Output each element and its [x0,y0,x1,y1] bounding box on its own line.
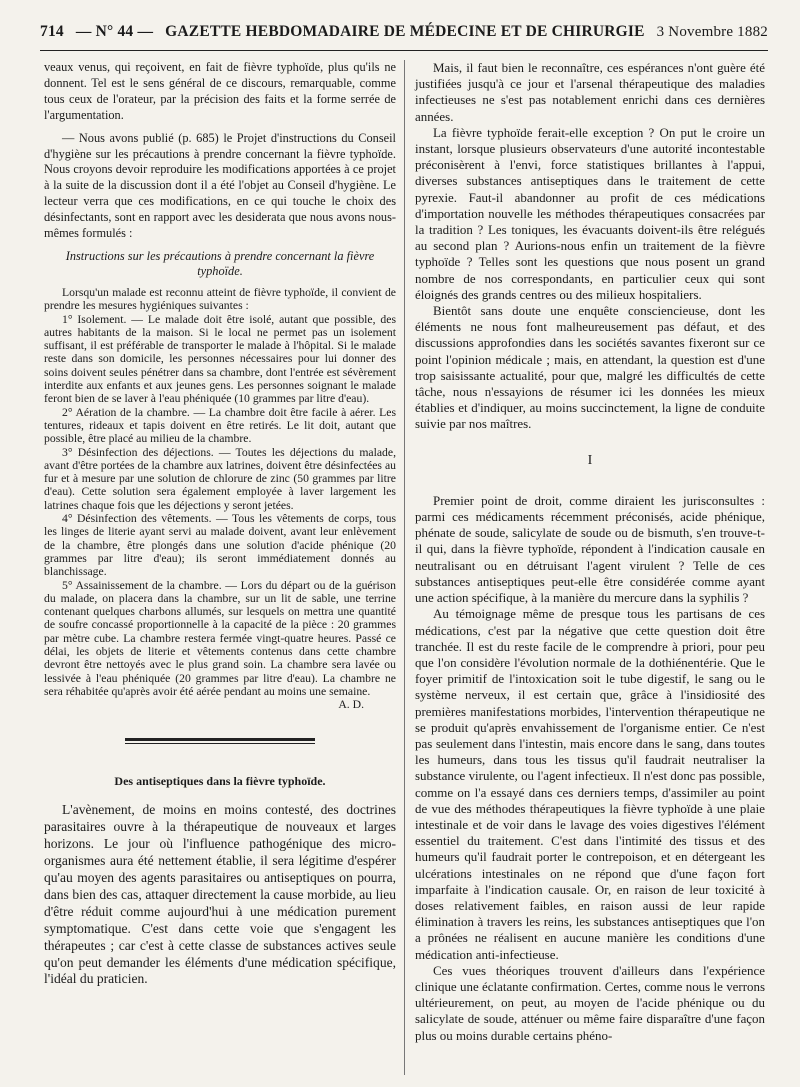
instruction-item-3: 3° Désinfection des déjections. — Toutes les déjections du malade, avant d'être portées de la chambre aux latrines, doivent être désinfectées au fur et à mesure par une solution de chlorure de zinc (50 grammes par litre d'eau). Cette solution sera également employée à laver largement les latrines chaque fois que les déjections y seront jetées. [44,445,396,512]
instruction-item-4: 4° Désinfection des vêtements. — Tous les vêtements de corps, tous les linges de literie ayant servi au malade doivent, avant leur enlèvement de la chambre, être plongés dans une solution d'acide phénique (20 grammes par litre d'eau); ils seront immédiatement donnés au blanchissage. [44,512,396,579]
instruction-item-2: 2° Aération de la chambre. — La chambre doit être facile à aérer. Les tentures, rideaux et tapis doivent en être retirés. Le lit doit, autant que possible, être placé au milieu de la chambre. [44,405,396,446]
right-column [415,60,765,1044]
article-paragraph-3: La fièvre typhoïde ferait-elle exception ? On put le croire un instant, lorsque plusieurs observateurs d'une autorité incontestable préconisèrent à l'envi, force statistiques brillantes à l'appui, diverses substances antiseptiques dans le traitement de cette pyrexie. Faut-il abandonner au profit de ces médications d'importation nouvelle les méthodes thérapeutiques consacrées par la tradition ? Les toniques, les évacuants doivent-ils être relégués au second plan ? Aurions-nous enfin un traitement de la fièvre typhoïde ? Telles sont les questions que nous posent un grand nombre de nos correspondants, en particulier ceux qui sont éloignés des grands centres ou des milieux hospitaliers. [415,124,765,302]
instructions-intro: Lorsqu'un malade est reconnu atteint de fièvre typhoïde, il convient de prendre les mesures hygiéniques suivantes : [44,285,396,313]
article-paragraph-1: L'avènement, de moins en moins contesté, des doctrines parasitaires ouvre à la thérapeutique de nouveaux et larges horizons. Le jour où l'influence pathogénique des micro-organismes aura été nettement établie, il sera légitime d'espérer qu'au moyen des agents parasitaires ou antiseptiques on pourra, dans bien des cas, attaquer directement la cause morbide, au lieu d'être réduit comme aujourd'hui à une médication purement symptomatique. C'est dans cette voie que s'engagent les thérapeutes ; car c'est à cette classe de substances actives seule qu'on peut demander les éléments d'une médication spécifique, l'idéal du praticien. [44,802,396,987]
notice-paragraph: — Nous avons publié (p. 685) le Projet d'instructions du Conseil d'hygiène sur les précautions à prendre concernant la fièvre typhoïde. Nous croyons devoir reproduire les modifications apportées à ce projet à la suite de la discussion dont il a été l'objet au Conseil d'hygiène. Le lecteur verra que ces modifications, en ce qui touche le choix des désinfectants, sont en rapport avec les desiderata que nous avons nous-mêmes formulés : [44,130,396,241]
article-paragraph-4: Bientôt sans doute une enquête consciencieuse, dont les éléments ne nous font malheureusement pas défaut, et des discussions approfondies dans les sociétés savantes fixeront sur ce point l'opinion médicale ; mais, en attendant, la question est d'une trop saisissante actualité, pour que, malgré les difficultés de cette tâche, nous n'essayions de résumer ici les données les mieux établies et d'indiquer, au moins succinctement, la ligne de conduite suivie par nos maîtres. [415,303,765,432]
article-paragraph-5: Premier point de droit, comme diraient les jurisconsultes : parmi ces médicaments récemment préconisés, acide phénique, phénate de soude, salicylate de soude ou de bismuth, s'en trouve-t-il qui, dans la fièvre typhoïde, répondent à l'indication causale en neutralisant ou en détruisant l'agent virulent ? Telle de ces substances antiseptiques peut-elle être considérée comme ayant une action spécifique, à la manière du mercure dans la syphilis ? [415,492,765,606]
intro-paragraph: veaux venus, qui reçoivent, en fait de fièvre typhoïde, plus qu'ils ne donnent. Tel est le sens général de ce discours, remarquable, comme tous ceux de l'orateur, par la précision des faits et la forme serrée de l'argumentation. [44,60,396,122]
issue-number: — N° 44 — [75,23,154,40]
column-divider [404,60,405,1075]
left-column [44,60,396,988]
header-rule [40,50,768,51]
page-header [40,14,768,50]
article-paragraph-7: Ces vues théoriques trouvent d'ailleurs dans l'expérience clinique une éclatante confirmation. Certes, comme nous le verrons ultérieurement, on peut, au moyen de l'acide phénique ou du salicylate de soude, atténuer ou même faire disparaître d'une façon plus ou moins durable certains phéno- [415,962,765,1043]
journal-title: GAZETTE HEBDOMADAIRE DE MÉDECINE ET DE CHIRURGIE [165,23,645,40]
instruction-item-1: 1° Isolement. — Le malade doit être isolé, autant que possible, des autres habitants de la maison. Si le local ne permet pas un isolement suffisant, il est préférable de transporter le malade à l'hôpital. Si le malade reste dans son domicile, les personnes nécessaires pour lui donner des soins doivent seules pénétrer dans sa chambre, dont l'entrée est sévèrement interdite aux enfants et aux jeunes gens. Les personnes soignant le malade feront bien de se laver à l'eau phéniquée (10 grammes par litre d'eau). [44,312,396,406]
article-paragraph-2: Mais, il faut bien le reconnaître, ces espérances n'ont guère été justifiées jusqu'à ce jour et l'arsenal thérapeutique des maladies infectieuses ne s'est pas notablement enrichi dans ces dernières années. [415,60,765,124]
section-rule [125,738,315,744]
instructions-title: Instructions sur les précautions à prendre concernant la fièvre typhoïde. [65,248,375,278]
author-signoff: A. D. [338,698,364,712]
article-paragraph-6: Au témoignage même de presque tous les partisans de ces médications, c'est par la négative que cette question doit être tranchée. Il est du reste facile de le comprendre à priori, pour peu que l'on considère l'évolution normale de la dothiénentérie. Que le foyer primitif de l'intoxication soit le tube digestif, le sang ou le système nerveux, il est certain que, grâce à l'insidiosité des premières manifestations morbides, l'intervention thérapeutique ne se produit qu'après envahissement de l'organisme entier. Ce n'est pas seulement dans l'intestin, mais encore dans le sang, dans toutes les humeurs, dans tous les tissus qu'il faudrait neutraliser la substance virulente, ou l'agent infectieux. Il n'est donc pas possible, comme on l'a essayé dans ces derniers temps, d'assimiler au point de vue des méthodes thérapeutiques la fièvre typhoïde à une plaie intestinale et de voir dans le lavage des voies digestives l'élément essentiel du traitement. C'est dans l'intimité des tissus et des humeurs qu'il faudrait porter le contrepoison, et en détergeant les ulcérations intestinales on ne répond que d'une façon fort imparfaite à l'indication causale. Or, en raison de leur toxicité à doses relativement faibles, en raison aussi de leur rapide élimination à travers les reins, les substances antiseptiques que l'on a prônées ne réalisent en aucune manière les conditions d'une médication anti-infectieuse. [415,606,765,962]
instruction-item-5: 5° Assainissement de la chambre. — Lors du départ ou de la guérison du malade, on placera dans la chambre, sur un lit de sable, une terrine contenant quelques charbons allumés, sur lesquels on mettra une quantité de soufre concassé proportionnelle à la capacité de la pièce : 20 grammes par mètre cube. La chambre restera fermée vingt-quatre heures. Passé ce délai, les objets de literie et vêtements contenus dans cette chambre devront être nettoyés avec le plus grand soin. La chambre sera lavée ou lessivée à l'eau phéniquée (20 grammes par litre d'eau). La chambre ne sera réhabitée qu'après avoir été aérée pendant au moins une semaine. [44,578,396,698]
section-numeral: I [587,452,593,468]
instructions-block [44,286,396,712]
page-number: 714 [40,23,64,40]
issue-date: 3 Novembre 1882 [656,23,768,40]
section-title: Des antiseptiques dans la fièvre typhoïde. [114,774,326,789]
